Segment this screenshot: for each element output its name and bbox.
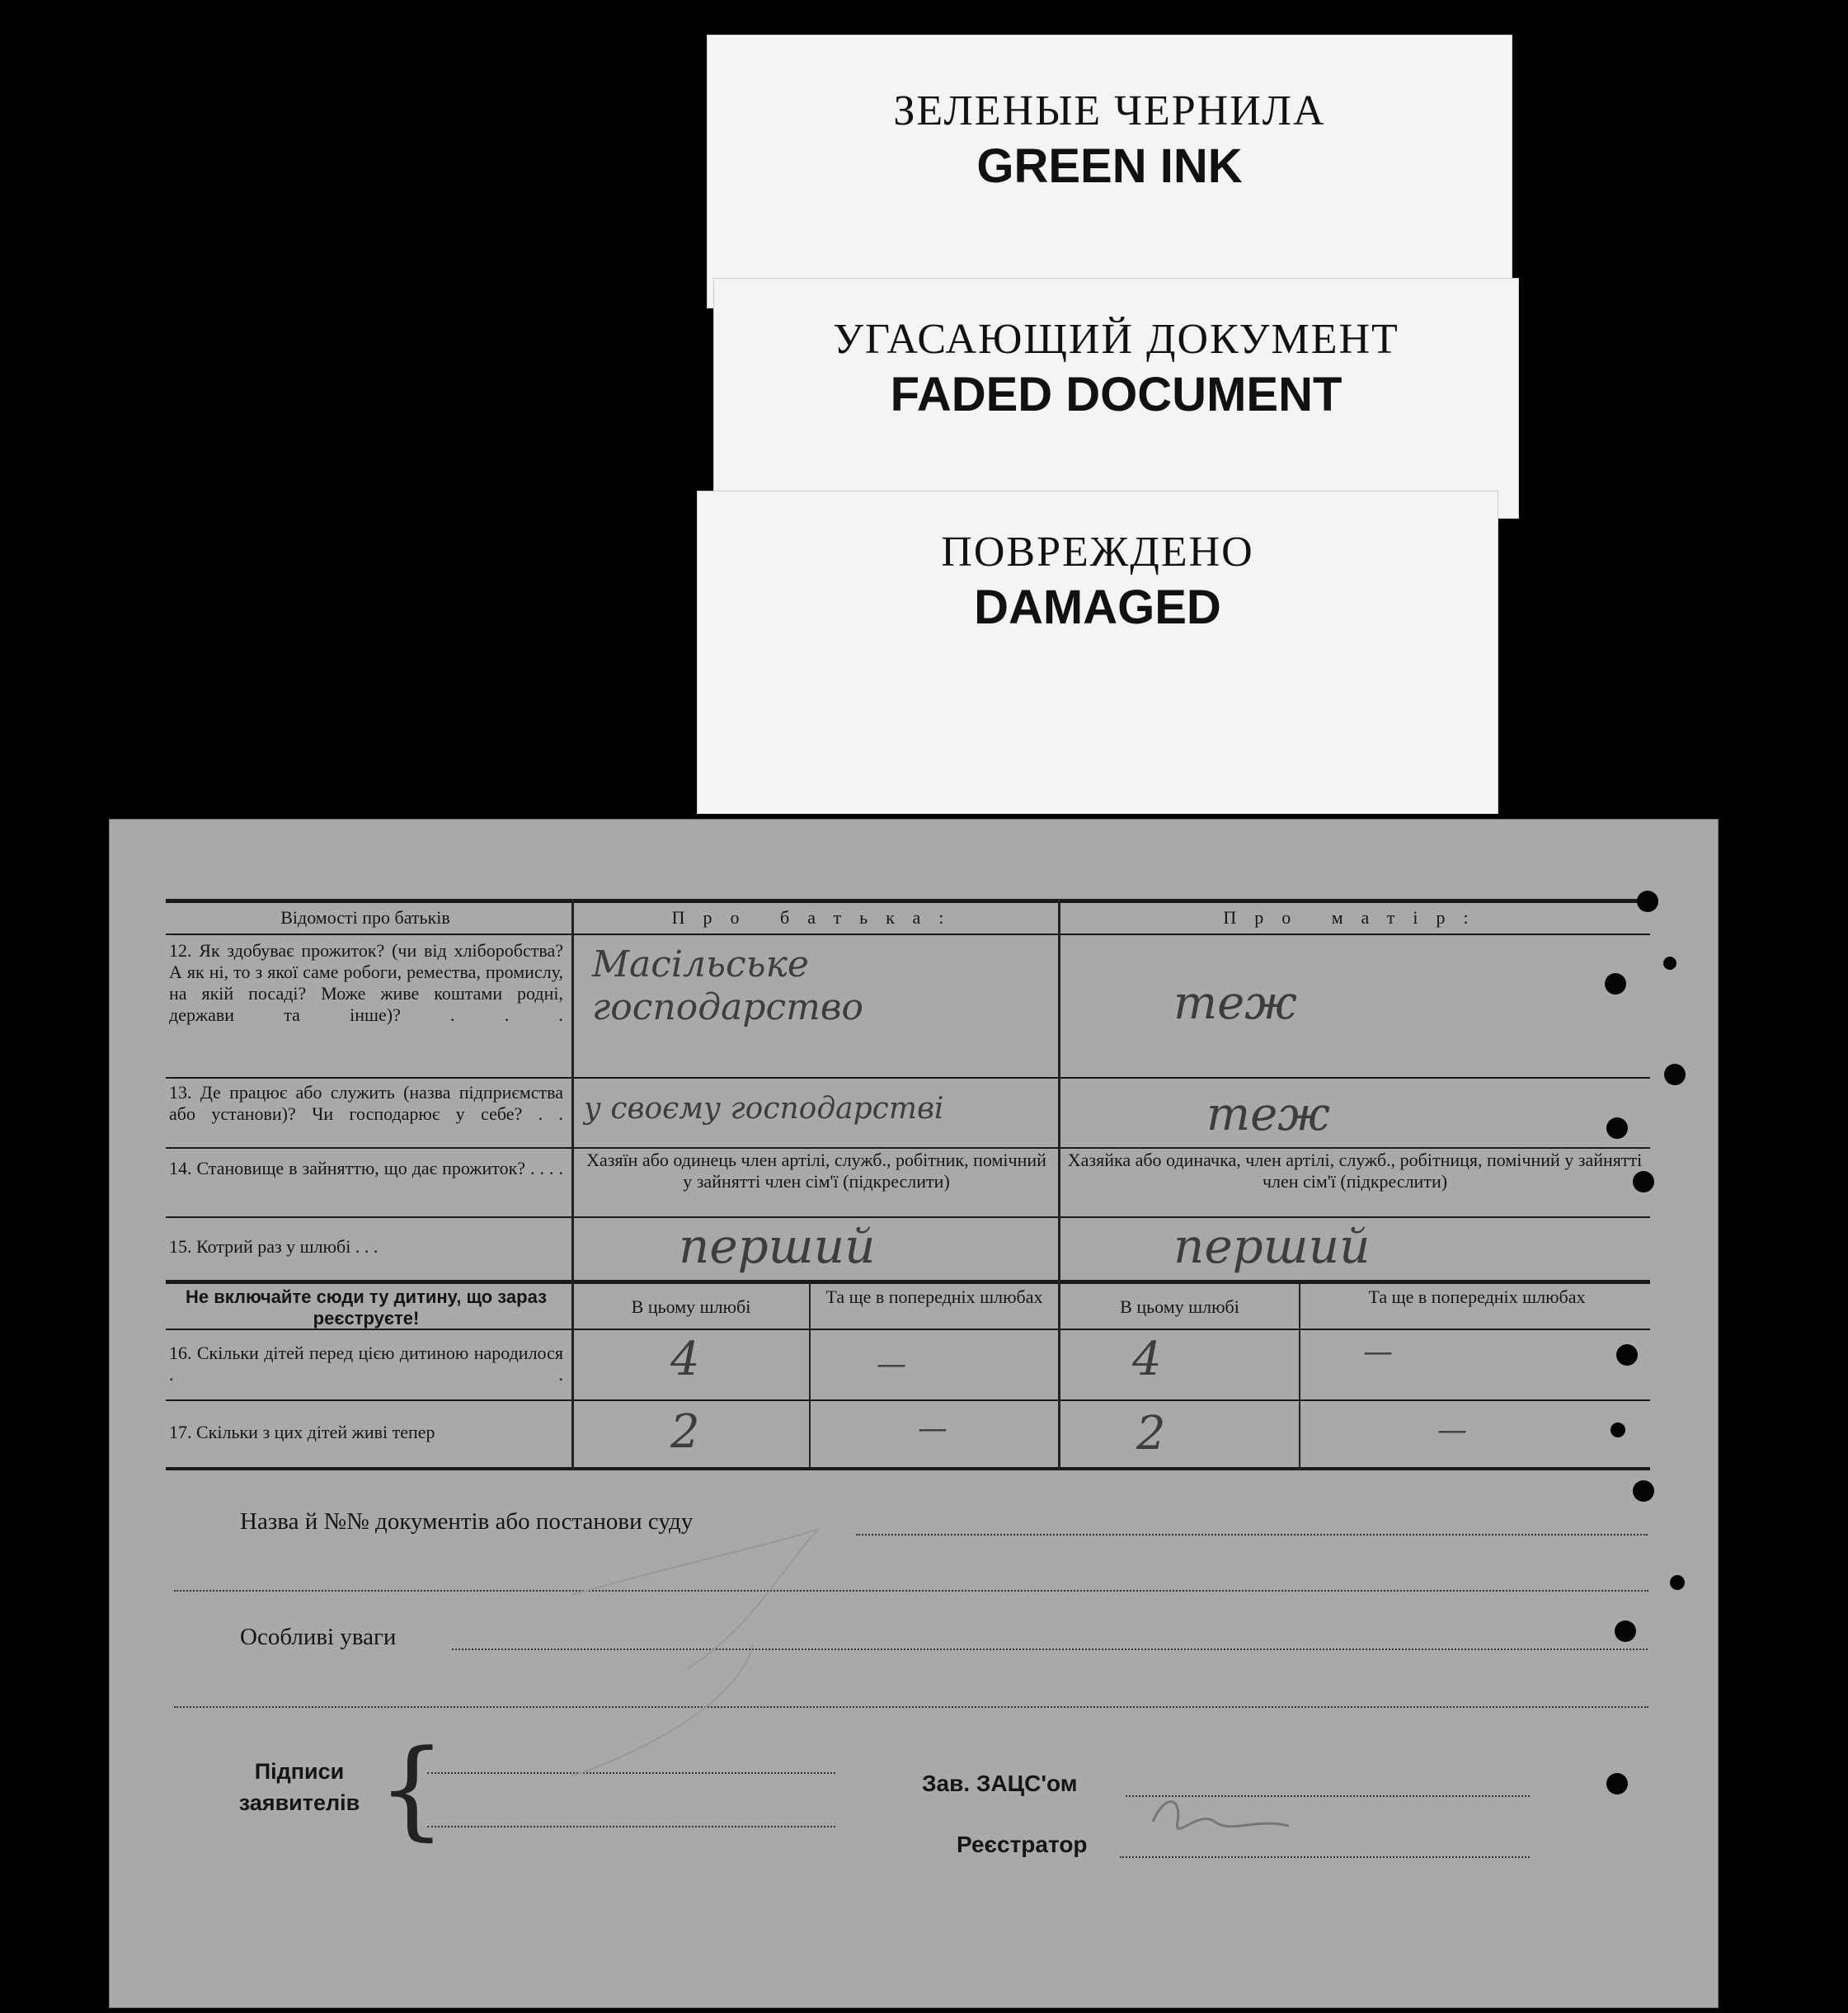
green-ink-ru: ЗЕЛЕНЫЕ ЧЕРНИЛА (893, 87, 1326, 134)
q17-father-this: 2 (670, 1405, 700, 1459)
registration-form (109, 819, 1719, 2008)
q16-father-this: 4 (670, 1333, 700, 1386)
q17-father-prev: — (918, 1412, 948, 1446)
header-father: Про батька: (671, 907, 962, 928)
binding-hole (1663, 957, 1676, 970)
damaged-en: DAMAGED (974, 581, 1221, 634)
damaged-ru: ПОВРЕЖДЕНО (941, 529, 1254, 576)
q17-mother-this: 2 (1136, 1407, 1166, 1460)
q12-father-answer: Масільське господарство (592, 943, 863, 1028)
table-top-rule (166, 899, 1650, 903)
q14-label: 14. Становище в зайняттю, що дає прожиток? . . . . (169, 1158, 563, 1178)
remarks-line-2 (174, 1706, 1648, 1708)
q17-mother-prev: — (1437, 1413, 1467, 1447)
documents-line-1 (856, 1534, 1648, 1536)
remarks-label: Особливі уваги (240, 1624, 397, 1650)
q14-father-options: Хазяїн або одинець член артілі, служб., робітник, помічний у зайнятті член сім'ї (підкреслити) (586, 1150, 1046, 1192)
applicant-sign-line-1 (427, 1772, 835, 1774)
q14-mother-options: Хазяйка або одиначка, член артілі, служб., робітниця, помічний у зайнятті член сім'ї (підкреслити) (1067, 1150, 1643, 1192)
q13-father-answer: у своєму господарстві (584, 1092, 944, 1126)
binding-hole (1664, 1064, 1686, 1085)
row16-rule (166, 1399, 1650, 1401)
q16-mother-this: 4 (1132, 1333, 1162, 1386)
notice-card-green-ink (707, 35, 1512, 308)
subheader-father-this: В цьому шлюбі (631, 1296, 751, 1317)
applicant-sign-line-2 (427, 1826, 835, 1827)
header-mother: Про матір: (1223, 907, 1487, 928)
subheader-note: Не включайте сюди ту дитину, що зараз реєструєте! (185, 1286, 548, 1329)
q16-father-prev: — (877, 1347, 906, 1381)
documents-label: Назва й №№ документів або постанови суду (240, 1508, 694, 1535)
faded-document-en: FADED DOCUMENT (890, 368, 1343, 421)
binding-hole (1606, 1773, 1628, 1794)
binding-hole (1670, 1575, 1685, 1590)
table-bottom-rule (166, 1467, 1650, 1470)
binding-hole (1611, 1423, 1625, 1437)
binding-hole (1606, 1117, 1628, 1139)
head-label: Зав. ЗАЦС'ом (922, 1771, 1078, 1796)
binding-hole (1637, 891, 1658, 912)
q13-mother-answer: теж (1206, 1088, 1330, 1141)
col-divider-2 (1058, 899, 1060, 1470)
header-rule (166, 934, 1650, 935)
q15-father-answer: перший (679, 1218, 876, 1274)
documents-line-2 (174, 1590, 1648, 1592)
registrar-sign-line (1120, 1856, 1530, 1858)
col-divider-mother-sub (1299, 1282, 1300, 1470)
subheader-father-prev: Та ще в попередніх шлюбах (825, 1286, 1043, 1307)
row13-rule (166, 1147, 1650, 1149)
col-divider-1 (571, 899, 574, 1470)
notice-card-faded-document (713, 278, 1519, 519)
binding-hole (1633, 1480, 1654, 1502)
subheader-mother-this: В цьому шлюбі (1120, 1296, 1239, 1317)
header-parents-info: Відомості про батьків (280, 907, 450, 928)
binding-hole (1616, 1344, 1638, 1366)
q15-label: 15. Котрий раз у шлюбі . . . (169, 1236, 379, 1257)
q15-mother-answer: перший (1173, 1218, 1371, 1274)
applicants-label-line2: заявителів (238, 1790, 360, 1815)
green-ink-en: GREEN INK (976, 139, 1243, 193)
binding-hole (1615, 1620, 1636, 1642)
applicants-brace: { (378, 1726, 446, 1851)
applicants-signatures-label (213, 1756, 386, 1818)
col-divider-father-sub (809, 1282, 811, 1470)
head-sign-line (1126, 1795, 1530, 1797)
row12-rule (166, 1077, 1650, 1079)
q17-label: 17. Скільки з цих дітей живі тепер (169, 1422, 435, 1442)
q13-label: 13. Де працює або служить (назва підприємства або установи)? Чи господарює у себе? . . (169, 1082, 563, 1124)
subheader-mother-prev: Та ще в попередніх шлюбах (1368, 1286, 1586, 1307)
binding-hole (1605, 973, 1626, 995)
binding-hole (1633, 1171, 1654, 1192)
registrar-label: Реєстратор (957, 1832, 1088, 1857)
q12-label: 12. Як здобуває прожиток? (чи від хліборобства? А як ні, то з якої саме робоги, ремества, промислу, на якій посаді? Може живе коштами родні, держави та інше)? . . . (169, 940, 563, 1025)
q16-mother-prev: — (1363, 1335, 1393, 1369)
cancel-stroke-2 (571, 1644, 753, 1776)
applicants-label-line1: Підписи (254, 1759, 345, 1784)
q16-label: 16. Скільки дітей перед цією дитиною народилося . . (169, 1343, 563, 1385)
row14-rule (166, 1216, 1650, 1218)
notice-card-damaged (697, 491, 1498, 814)
row15-rule (166, 1280, 1650, 1284)
faded-document-ru: УГАСАЮЩИЙ ДОКУМЕНТ (833, 316, 1399, 363)
q12-mother-answer: теж (1173, 976, 1297, 1030)
registrar-signature (1153, 1802, 1289, 1829)
remarks-line-1 (452, 1648, 1648, 1650)
